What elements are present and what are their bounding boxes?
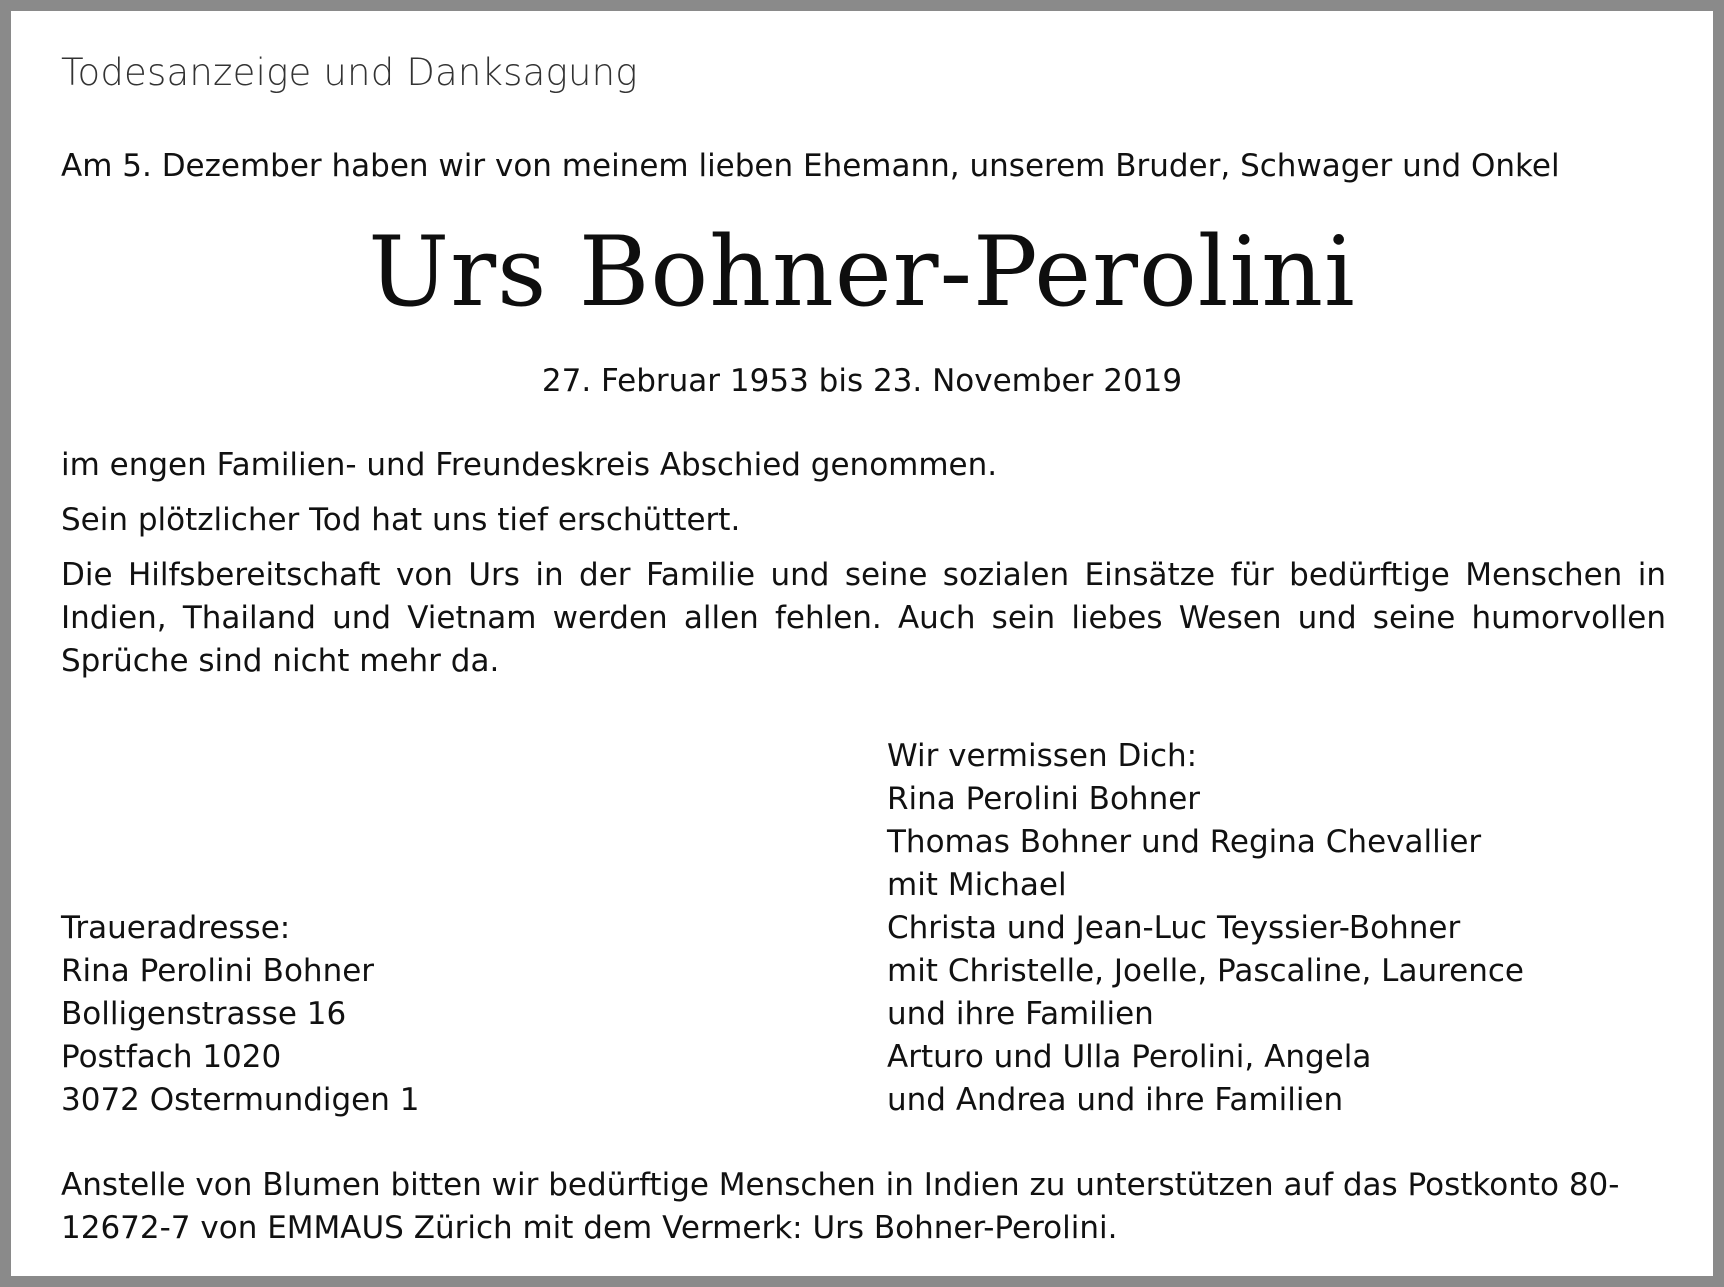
obituary-notice <box>11 11 1713 1276</box>
address-label: Traueradresse: <box>61 910 291 946</box>
farewell-paragraph: im engen Familien- und Freundeskreis Abschied genommen. <box>61 447 998 483</box>
mourner-line: mit Christelle, Joelle, Pascaline, Laurence <box>887 953 1524 989</box>
shock-paragraph: Sein plötzlicher Tod hat uns tief erschüttert. <box>61 502 741 538</box>
intro-line: Am 5. Dezember haben wir von meinem lieben Ehemann, unserem Bruder, Schwager und Onkel <box>61 148 1560 184</box>
mourner-line: Thomas Bohner und Regina Chevallier <box>887 824 1482 860</box>
mourner-line: und ihre Familien <box>887 996 1154 1032</box>
address-line: Bolligenstrasse 16 <box>61 996 347 1032</box>
mourner-line: Arturo und Ulla Perolini, Angela <box>887 1039 1372 1075</box>
mourners-list <box>887 735 1524 1122</box>
donation-note: Anstelle von Blumen bitten wir bedürftige Menschen in Indien zu unterstützen auf das Postkonto 80-12672-7 von EMMAUS Zürich mit dem Vermerk: Urs Bohner-Perolini. <box>61 1167 1620 1246</box>
mourner-line: und Andrea und ihre Familien <box>887 1082 1344 1118</box>
address-line: 3072 Ostermundigen 1 <box>61 1082 420 1118</box>
mourner-line: mit Michael <box>887 867 1067 903</box>
mourning-address <box>61 907 419 1122</box>
deceased-name: Urs Bohner-Perolini <box>368 216 1356 328</box>
life-dates: 27. Februar 1953 bis 23. November 2019 <box>541 363 1183 399</box>
mourner-line: Christa und Jean-Luc Teyssier-Bohner <box>887 910 1461 946</box>
notice-heading: Todesanzeige und Danksagung <box>61 51 638 94</box>
mourners-heading: Wir vermissen Dich: <box>887 738 1198 774</box>
tribute-paragraph: Die Hilfsbereitschaft von Urs in der Familie und seine sozialen Einsätze für bedürftige Menschen in Indien, Thailand und Vietnam werden allen fehlen. Auch sein liebes Wesen und seine humorvollen Sprüche sind nicht mehr da. <box>61 557 1666 679</box>
mourner-line: Rina Perolini Bohner <box>887 781 1201 817</box>
address-line: Rina Perolini Bohner <box>61 953 375 989</box>
address-line: Postfach 1020 <box>61 1039 282 1075</box>
